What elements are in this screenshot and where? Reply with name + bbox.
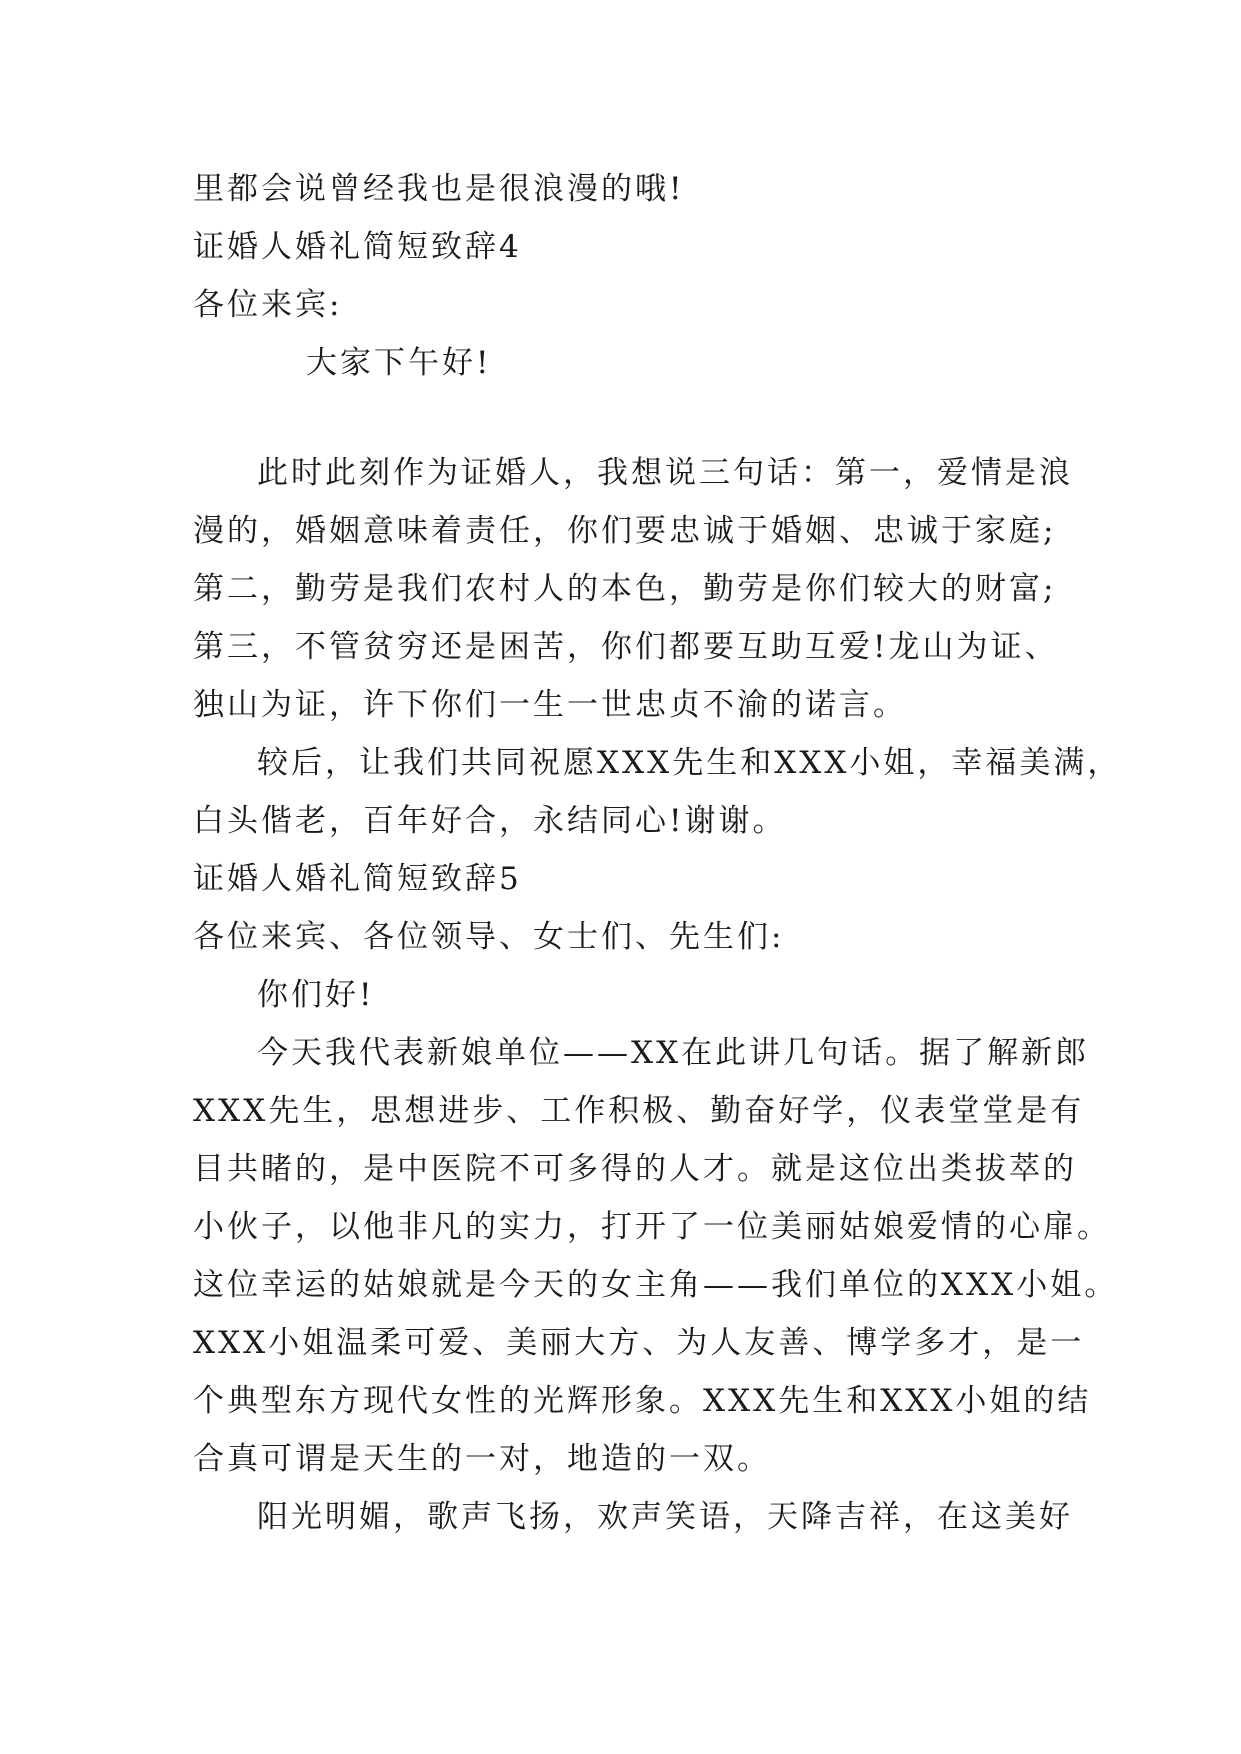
paragraph-line: 个典型东方现代女性的光辉形象。XXX先生和XXX小姐的结 bbox=[193, 1383, 1092, 1419]
paragraph-line: 独山为证，许下你们一生一世忠贞不渝的诺言。 bbox=[193, 687, 907, 723]
paragraph-line: 阳光明媚，歌声飞扬，欢声笑语，天降吉祥，在这美好 bbox=[257, 1499, 1073, 1535]
section-heading-5: 证婚人婚礼简短致辞5 bbox=[193, 861, 522, 897]
salutation: 各位来宾、各位领导、女士们、先生们: bbox=[193, 919, 785, 955]
greeting: 你们好! bbox=[257, 977, 375, 1013]
salutation: 各位来宾: bbox=[193, 287, 343, 323]
text-line: 里都会说曾经我也是很浪漫的哦! bbox=[193, 171, 685, 207]
paragraph-line: 这位幸运的姑娘就是今天的女主角——我们单位的XXX小姐。 bbox=[193, 1267, 1119, 1303]
section-heading-4: 证婚人婚礼简短致辞4 bbox=[193, 229, 522, 265]
paragraph-line: 白头偕老，百年好合，永结同心!谢谢。 bbox=[193, 803, 787, 839]
paragraph-line: XXX小姐温柔可爱、美丽大方、为人友善、博学多才，是一 bbox=[193, 1325, 1085, 1361]
paragraph-line: 今天我代表新娘单位——XX在此讲几句话。据了解新郎 bbox=[257, 1035, 1090, 1071]
paragraph-line: 目共睹的，是中医院不可多得的人才。就是这位出类拔萃的 bbox=[193, 1151, 1077, 1187]
paragraph-line: 第三，不管贫穷还是困苦，你们都要互助互爱!龙山为证、 bbox=[193, 629, 1059, 665]
paragraph-line: 第二，勤劳是我们农村人的本色，勤劳是你们较大的财富; bbox=[193, 571, 1057, 607]
paragraph-line: 漫的，婚姻意味着责任，你们要忠诚于婚姻、忠诚于家庭; bbox=[193, 513, 1057, 549]
greeting: 大家下午好! bbox=[306, 345, 492, 381]
paragraph-line: 此时此刻作为证婚人，我想说三句话：第一，爱情是浪 bbox=[257, 455, 1073, 491]
paragraph-line: 较后，让我们共同祝愿XXX先生和XXX小姐，幸福美满， bbox=[257, 745, 1122, 781]
paragraph-line: 小伙子，以他非凡的实力，打开了一位美丽姑娘爱情的心扉。 bbox=[193, 1209, 1111, 1245]
paragraph-line: XXX先生，思想进步、工作积极、勤奋好学，仪表堂堂是有 bbox=[193, 1093, 1085, 1129]
paragraph-line: 合真可谓是天生的一对，地造的一双。 bbox=[193, 1441, 771, 1477]
